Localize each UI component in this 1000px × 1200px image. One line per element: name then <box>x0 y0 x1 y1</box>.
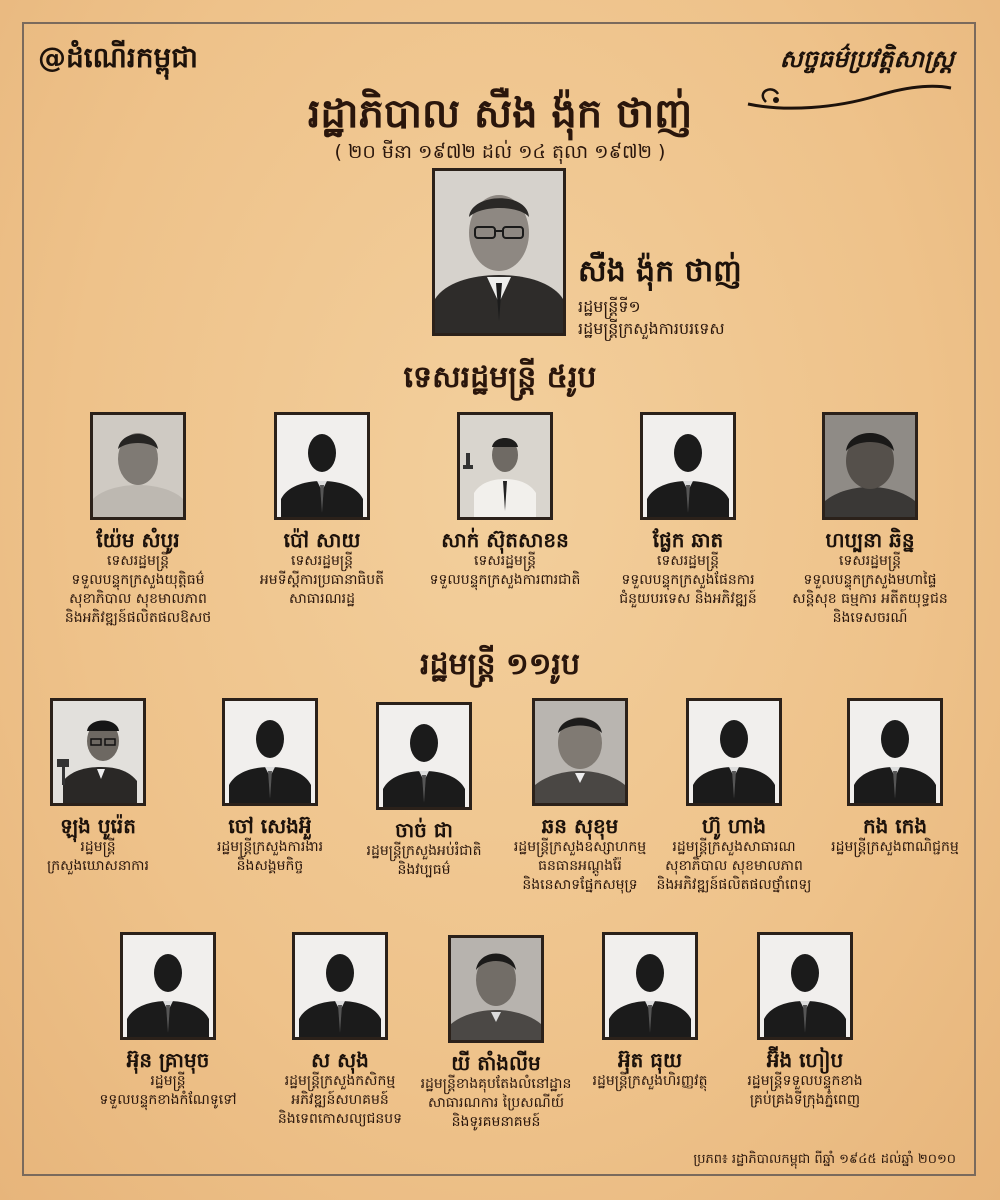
source-note: ប្រភព៖ រដ្ឋាភិបាលកម្ពុជា ពីឆ្នាំ ១៩៤៥ ដល់ឆ្នាំ ២០១០ <box>693 1152 956 1167</box>
member-name: អ៊ុន គ្រាមុច <box>126 1048 210 1072</box>
member-name: ឡុង បូរ៉េត <box>60 814 136 838</box>
member-role: គ្រប់គ្រងទីក្រុងភ្នំពេញ <box>749 1092 861 1108</box>
minister-card <box>68 932 268 1110</box>
silhouette-placeholder-icon <box>686 698 782 806</box>
deputy-card <box>405 412 605 590</box>
member-role: ទេសរដ្ឋមន្ត្រី <box>107 553 169 569</box>
silhouette-placeholder-icon <box>292 932 388 1040</box>
silhouette-placeholder-icon <box>274 412 370 520</box>
member-role: ទេសរដ្ឋមន្ត្រី <box>839 553 901 569</box>
member-role: រដ្ឋមន្ត្រី <box>150 1073 186 1089</box>
member-role: អភិវឌ្ឍន៍សហគមន៍ <box>291 1092 389 1108</box>
portrait-photo <box>50 698 146 806</box>
member-name: ផ្លែក ឆាត <box>652 528 724 552</box>
member-name: យ៉ែម សំបូរ <box>96 528 180 552</box>
deputy-ministers-heading: ទេសរដ្ឋមន្ត្រី ៥រូប <box>403 360 597 395</box>
portrait-photo <box>448 935 544 1043</box>
portrait-photo <box>90 412 186 520</box>
ministers-heading: រដ្ឋមន្ត្រី ១១រូប <box>419 647 580 682</box>
term-dates: ( ២០ មីនា ១៩៧២ ដល់ ១៤ តុលា ១៩៧២ ) <box>334 141 666 163</box>
minister-card <box>0 698 198 876</box>
member-role: និងអភិវឌ្ឍន៍ផលិតផលថ្នាំពេទ្យ <box>656 877 812 893</box>
member-role: ទទួលបន្ទុកក្រសួងមហាផ្ទៃ <box>803 572 937 588</box>
minister-card <box>795 698 995 857</box>
member-role: រដ្ឋមន្ត្រីទទួលបន្ទុកខាង <box>747 1073 863 1089</box>
member-role: ធនធានអណ្តូងរ៉ែ <box>538 858 622 874</box>
deputy-card <box>770 412 970 628</box>
prime-minister-info <box>578 252 742 340</box>
member-role: និងសង្គមកិច្ច <box>236 858 304 874</box>
silhouette-placeholder-icon <box>376 702 472 810</box>
member-role: រដ្ឋមន្ត្រីក្រសួងហិរញ្ញវត្ថុ <box>592 1073 708 1089</box>
silhouette-placeholder-icon <box>847 698 943 806</box>
member-role: និងវប្បធម៌ <box>397 862 451 878</box>
member-name: ចៅ សេងអ៊ួ <box>228 814 312 838</box>
member-role: រដ្ឋមន្ត្រីក្រសួងអប់រំជាតិ <box>366 843 482 859</box>
member-name: ហ៊ូ ហាង <box>701 814 767 838</box>
prime-minister-photo <box>432 168 566 336</box>
member-role: រដ្ឋមន្ត្រី <box>80 839 116 855</box>
member-role: រដ្ឋមន្ត្រីក្រសួងពាណិជ្ជកម្ម <box>831 839 959 855</box>
member-role: រដ្ឋមន្ត្រីក្រសួងការងារ <box>216 839 324 855</box>
member-role: សន្តិសុខ ធម្មការ អតីតយុទ្ធជន <box>792 591 948 607</box>
prime-minister-role: រដ្ឋមន្ត្រីទី១ <box>578 297 641 316</box>
member-role: ទទួលបន្ទុកក្រសួងការពារជាតិ <box>429 572 581 588</box>
portrait-photo <box>457 412 553 520</box>
deputy-card <box>38 412 238 628</box>
member-role: ទទួលបន្ទុកខាងកំណែទូទៅ <box>99 1092 237 1108</box>
member-role: ទេសរដ្ឋមន្ត្រី <box>291 553 353 569</box>
silhouette-placeholder-icon <box>640 412 736 520</box>
member-name: អ៊ីង ហៀប <box>766 1048 844 1072</box>
member-name: ស សុង <box>311 1048 369 1072</box>
silhouette-placeholder-icon <box>602 932 698 1040</box>
prime-minister-role: រដ្ឋមន្ត្រីក្រសួងការបរទេស <box>578 319 725 338</box>
member-name: យី តាំងលីម <box>451 1051 541 1075</box>
member-role: សុខាភិបាល សុខមាលភាព <box>69 591 207 607</box>
member-role: និងទេពកោសល្យជនបទ <box>277 1111 403 1127</box>
member-role: រដ្ឋមន្ត្រីក្រសួងសាធារណ <box>672 839 796 855</box>
silhouette-placeholder-icon <box>757 932 853 1040</box>
member-role: ក្រសួងឃោសនាការ <box>47 858 149 874</box>
silhouette-placeholder-icon <box>120 932 216 1040</box>
minister-card <box>705 932 905 1110</box>
member-role: ទទួលបន្ទុកក្រសួងយុត្តិធម៌ <box>71 572 205 588</box>
member-name: ប៉ៅ សាយ <box>283 528 361 552</box>
member-name: ឆន សុខុម <box>541 814 619 838</box>
member-role: ទេសរដ្ឋមន្ត្រី <box>474 553 536 569</box>
member-name: ចាច់ ជា <box>395 818 453 842</box>
deputy-card <box>222 412 422 609</box>
member-role: ទេសរដ្ឋមន្ត្រី <box>657 553 719 569</box>
member-role: សាធារណការ ប្រៃសណីយ៍ <box>427 1095 565 1111</box>
portrait-photo <box>532 698 628 806</box>
deputy-card <box>588 412 788 609</box>
prime-minister-name: សឺង ង៉ុក ថាញ់ <box>578 254 742 289</box>
member-name: ហប្បនា ឆិន្ន <box>825 528 915 552</box>
member-role: និងទេសចរណ៍ <box>832 610 908 626</box>
silhouette-placeholder-icon <box>222 698 318 806</box>
member-role: រដ្ឋមន្ត្រីក្រសួងកសិកម្ម <box>284 1073 396 1089</box>
member-role: និងអភិវឌ្ឍន៍ផលិតផលឱសថ <box>64 610 212 626</box>
member-name: សាក់ ស៊ុតសាខន <box>441 528 569 552</box>
page-title: រដ្ឋាភិបាល សឺង ង៉ុក ថាញ់ <box>307 91 693 137</box>
member-role: រដ្ឋមន្ត្រីក្រសួងឧស្សាហកម្ម <box>513 839 647 855</box>
brand-logo-text: សច្ចធម៌ប្រវត្តិសាស្ត្រ <box>779 45 954 73</box>
member-role: និងទូរគមនាគមន៍ <box>451 1114 541 1130</box>
member-name: កង កេង <box>862 814 928 838</box>
member-role: អមទីស្តីការប្រធានាធិបតី <box>259 572 385 588</box>
member-role: រដ្ឋមន្ត្រីខាងគុបតែងលំនៅដ្ឋាន <box>420 1076 572 1092</box>
member-role: ទទួលបន្ទុកក្រសួងផែនការ <box>621 572 755 588</box>
member-role: សាធារណរដ្ឋ <box>289 591 355 607</box>
portrait-photo <box>822 412 918 520</box>
member-name: អ៊ុត ធុយ <box>617 1048 683 1072</box>
member-role: ជំនួយបរទេស និងអភិវឌ្ឍន៍ <box>619 591 757 607</box>
channel-handle: @ដំណើរកម្ពុជា <box>38 41 198 74</box>
member-role: និងនេសាទផ្នែកសមុទ្រ <box>522 877 638 893</box>
member-role: សុខាភិបាល សុខមាលភាព <box>665 858 803 874</box>
